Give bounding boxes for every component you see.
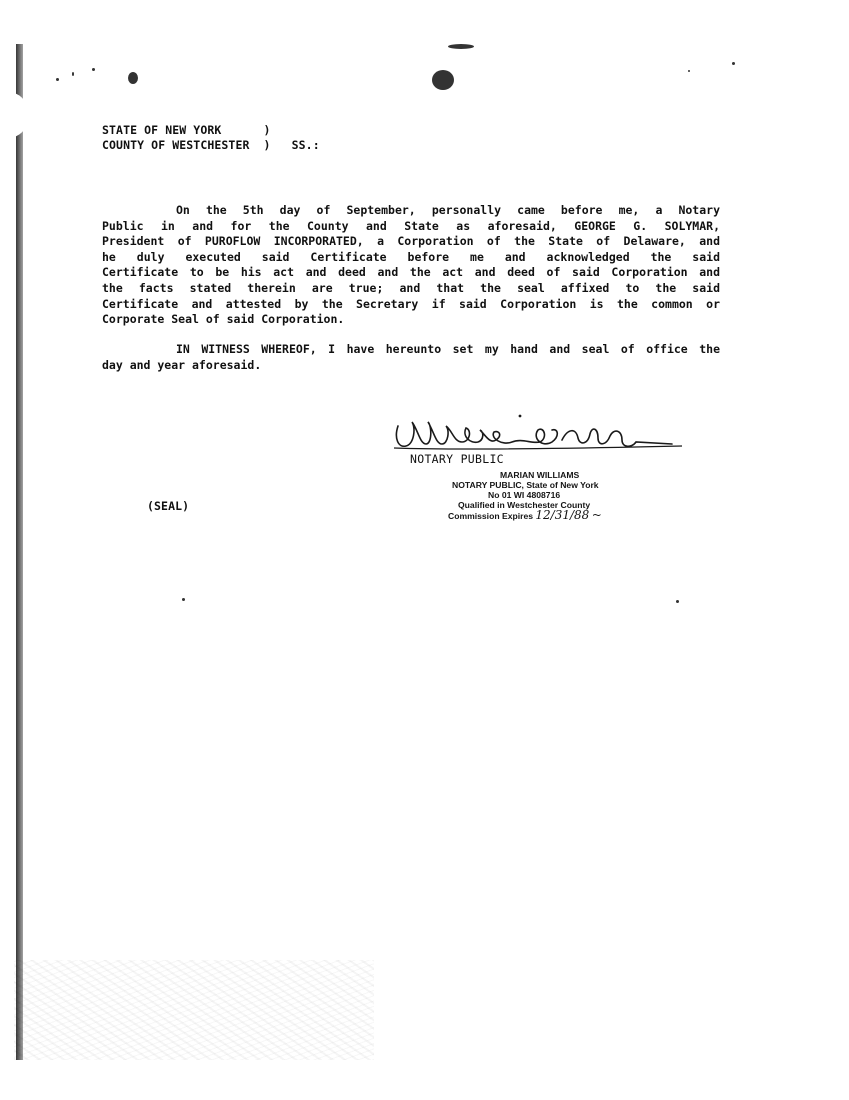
pen-mark: ~ (591, 508, 602, 522)
paragraph-line: President of PUROFLOW INCORPORATED, a Corporation of the State of Delaware, and (102, 234, 720, 249)
scan-speck (128, 72, 138, 84)
scan-speck (676, 600, 679, 603)
stamp-county: Qualified in Westchester County (458, 500, 591, 510)
stamp-expires-label: Commission Expires (448, 511, 534, 521)
stamp-title: NOTARY PUBLIC, State of New York (452, 480, 599, 490)
stamp-number: No 01 WI 4808716 (488, 490, 561, 500)
scan-speck (432, 70, 454, 90)
notary-public-label: NOTARY PUBLIC (410, 452, 504, 466)
paragraph-line: On the 5th day of September, personally came before me, a Notary (176, 203, 720, 217)
scan-speck (182, 598, 185, 601)
stamp-expiration (448, 510, 648, 521)
paragraph-line: Public in and for the County and State as aforesaid, GEORGE G. SOLYMAR, (102, 218, 720, 233)
paragraph-line: Certificate and attested by the Secretary if said Corporation is the common or (102, 296, 720, 311)
stamp-expires-date: 12/31/88 (535, 508, 590, 522)
paragraph-line: the facts stated therein are true; and that the seal affixed to the said (102, 280, 720, 295)
scan-speck (732, 62, 735, 65)
paragraph-line: IN WITNESS WHEREOF, I have hereunto set my hand and seal of office the (176, 342, 720, 356)
scan-speck (688, 70, 690, 72)
scan-speck (56, 78, 59, 81)
paragraph-line: day and year aforesaid. (102, 357, 262, 372)
scan-speck (448, 44, 474, 49)
binding-notch (8, 92, 28, 138)
scan-noise (14, 960, 374, 1060)
paragraph-line: he duly executed said Certificate before me and acknowledged the said (102, 249, 720, 264)
witness-paragraph (102, 342, 720, 373)
venue-state: STATE OF NEW YORK ) (102, 123, 271, 137)
stamp-name: MARIAN WILLIAMS (500, 470, 580, 480)
paragraph-line: Corporate Seal of said Corporation. (102, 312, 345, 327)
acknowledgment-paragraph (102, 203, 720, 328)
scan-speck (92, 68, 95, 71)
binding-edge-shadow (16, 44, 23, 1060)
notary-stamp (448, 470, 648, 521)
scan-speck (72, 72, 74, 76)
venue-county: COUNTY OF WESTCHESTER ) SS.: (102, 138, 320, 152)
paragraph-line: Certificate to be his act and deed and the act and deed of said Corporation and (102, 265, 720, 280)
seal-label: (SEAL) (147, 499, 190, 513)
